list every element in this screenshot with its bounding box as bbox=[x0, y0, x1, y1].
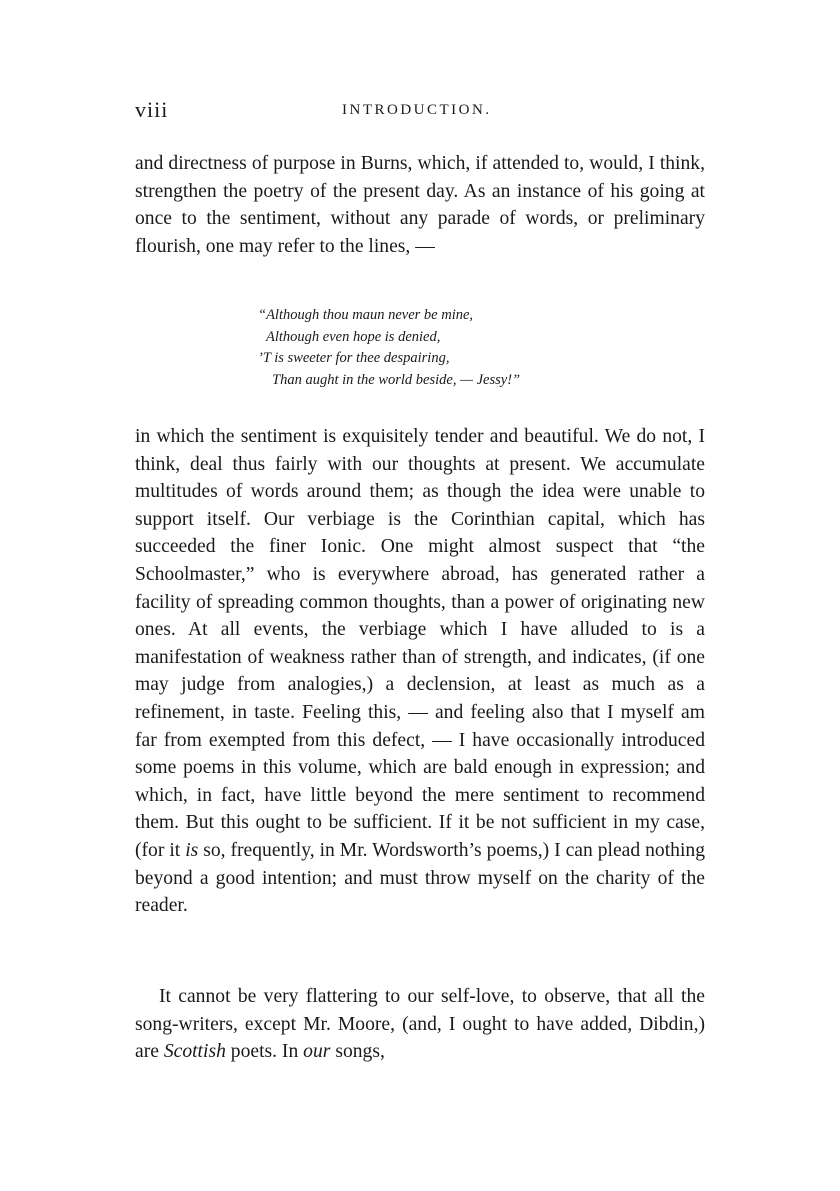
paragraph-1-text: and directness of purpose in Burns, which, if attended to, would, I think, strengthen the poetry of the present day. As an instance of his going at once to the sentiment, without any parade of words, or preliminary flourish, one may refer to the lines, — bbox=[135, 153, 705, 257]
paragraph-3-start: It cannot be very flattering to our self-love, to observe, that all the song-writers, except Mr. Moore, (and, I ought to have added, Dibdin,) are bbox=[135, 986, 705, 1063]
page-number: viii bbox=[135, 97, 169, 122]
paragraph-2-emphasis: is bbox=[185, 839, 199, 861]
page-header bbox=[135, 97, 705, 127]
paragraph-3-emphasis-our: our bbox=[303, 1041, 331, 1063]
paragraph-3-end: songs, bbox=[335, 1041, 385, 1063]
paragraph-1 bbox=[135, 150, 705, 260]
paragraph-3-text bbox=[135, 983, 705, 1066]
verse-line-4: Than aught in the world beside, — Jessy!” bbox=[272, 371, 521, 388]
paragraph-2 bbox=[135, 423, 705, 920]
paragraph-3-emphasis-scottish: Scottish bbox=[163, 1041, 226, 1063]
verse-line-3: ’T is sweeter for thee despairing, bbox=[258, 350, 450, 366]
paragraph-3 bbox=[135, 983, 705, 1066]
verse-line-1: “Although thou maun never be mine, bbox=[258, 307, 474, 323]
running-head: INTRODUCTION. bbox=[342, 102, 492, 118]
paragraph-3-mid: poets. In bbox=[230, 1041, 299, 1063]
paragraph-2-text bbox=[135, 423, 705, 920]
verse-quotation bbox=[258, 305, 598, 391]
paragraph-2-body: in which the sentiment is exquisitely tender and beautiful. We do not, I think, deal thus fairly with our thoughts at present. We accumulate multitudes of words around them; as though the idea were unable to support itself. Our verbiage is the Corinthian capital, which has succeeded the finer Ionic. One might almost suspect that “the Schoolmaster,” who is everywhere abroad, has generated rather a facility of spreading common thoughts, than a power of originating new ones. At all events, the verbiage which I have alluded to is a manifestation of weakness rather than of strength, and indicates, (if one may judge from analogies,) a declension, at least as much as a refinement, in taste. Feeling this, — and feeling also that I myself am far from exempted from this defect, — I have occasionally introduced some poems in this volume, which are bald enough in expression; and which, in fact, have little beyond the mere sentiment to recommend them. But this ought to be sufficient. If it be not sufficient in my case, (for it bbox=[135, 426, 705, 861]
paragraph-2-end: so, frequently, in Mr. Wordsworth’s poems,) I can plead nothing beyond a good intention; and must throw myself on the charity of the reader. bbox=[135, 839, 705, 917]
verse-line-2: Although even hope is denied, bbox=[266, 328, 441, 345]
